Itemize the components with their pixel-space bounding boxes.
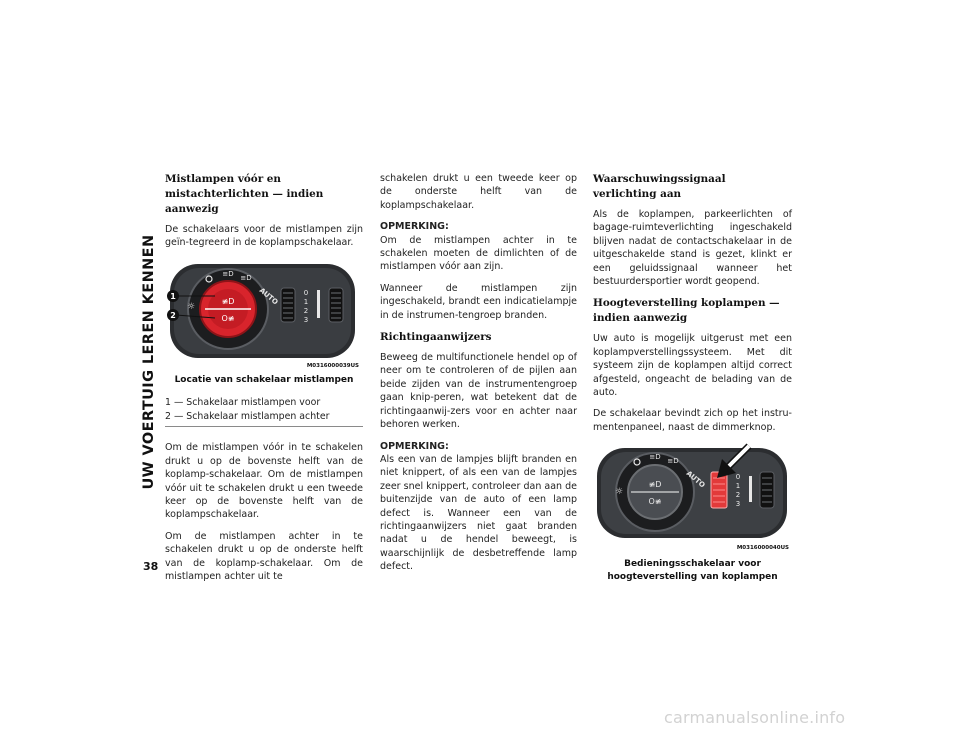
svg-text:2: 2 xyxy=(170,310,176,320)
headlamp-leveling-heading: Hoogteverstelling koplampen — indien aanwezig xyxy=(593,297,780,325)
note-turn-signals xyxy=(380,440,577,574)
rear-fog-instructions-cont: schakelen drukt u een tweede keer op de onderste helft van de koplampschakelaar. xyxy=(380,173,577,211)
fog-switch-figure xyxy=(165,258,362,370)
headlamp-leveling-text: Uw auto is mogelijk uitgerust met een koplampverstellingssysteem. Met dit systeem zijn de koplampen altijd correct afgesteld, ongeacht de belading van de auto. xyxy=(593,333,792,399)
legend-item-1: 1 — Schakelaar mistlampen voor xyxy=(165,397,321,409)
column-3 xyxy=(593,172,792,591)
leveling-switch-illustration xyxy=(593,442,792,554)
lights-on-warning-text: Als de koplampen, parkeerlichten of bagage-ruimteverlichting ingeschakeld blijven nadat de contactschakelaar in de uitgeschakelde stand is gezet, klinkt er een geluidssignaal wanneer het bestuurdersportier wordt geopend. xyxy=(593,209,792,288)
svg-text:≡D: ≡D xyxy=(667,457,679,466)
svg-text:1: 1 xyxy=(170,291,176,301)
note-label: OPMERKING: xyxy=(380,221,449,233)
figure-legend xyxy=(165,394,363,427)
leveling-switch-caption: Bedieningsschakelaar voor hoogteverstelling van koplampen xyxy=(607,559,778,582)
svg-text:2: 2 xyxy=(303,306,309,315)
column-1 xyxy=(165,172,363,591)
svg-text:0: 0 xyxy=(303,288,309,297)
svg-text:☼: ☼ xyxy=(614,487,624,498)
svg-text:AUTO: AUTO xyxy=(257,286,280,307)
note-label: OPMERKING: xyxy=(380,440,449,452)
note-rear-fog xyxy=(380,220,577,274)
svg-text:AUTO: AUTO xyxy=(684,469,707,490)
legend-item-2: 2 — Schakelaar mistlampen achter xyxy=(165,410,330,422)
svg-text:0: 0 xyxy=(735,473,741,482)
svg-text:≢D: ≢D xyxy=(221,296,235,306)
headlamp-leveling-location: De schakelaar bevindt zich op het instru-mentenpaneel, naast de dimmerknop. xyxy=(593,408,792,433)
svg-text:M0316000040US: M0316000040US xyxy=(736,545,789,552)
fog-lights-heading: Mistlampen vóór en mistachterlichten — indien aanwezig xyxy=(165,173,324,215)
svg-text:≡D: ≡D xyxy=(222,269,234,278)
note-text: Om de mistlampen achter in te schakelen moeten de dimlichten of de mistlampen vóór aan zijn. xyxy=(380,234,577,273)
svg-text:M0316000039US: M0316000039US xyxy=(306,362,359,369)
front-fog-instructions: Om de mistlampen vóór in te schakelen drukt u op de bovenste helft van de koplamp-schakelaar. Om de mistlampen vóór uit te schakelen drukt u een tweede keer op de bovenste helft van de koplampschakelaar. xyxy=(165,442,363,521)
page-number: 38 xyxy=(143,560,159,573)
section-tab-label: UW VOERTUIG LEREN KENNEN xyxy=(141,234,157,490)
svg-text:≡D: ≡D xyxy=(240,273,252,282)
note-text: Als een van de lampjes blijft branden en niet knippert, of als een van de lampjes zeer snel knippert, controleer dan aan de buitenzijde van de auto of een lamp defect is. Wanneer een van de richtingaanwijzers niet gaat branden nadat u de hendel beweegt, is waarschijnlijk de desbetreffende lamp defect. xyxy=(380,453,577,573)
svg-text:3: 3 xyxy=(735,500,741,509)
watermark: carmanualsonline.info xyxy=(664,708,846,727)
fog-switch-caption: Locatie van schakelaar mistlampen xyxy=(174,374,354,385)
lights-on-warning-heading: Waarschuwingssignaal verlichting aan xyxy=(593,173,726,200)
headlamp-switch-illustration xyxy=(165,258,362,370)
leveling-switch-figure xyxy=(593,442,790,554)
fog-lights-intro: De schakelaars voor de mistlampen zijn geïn-tegreerd in de koplampschakelaar. xyxy=(165,224,363,249)
svg-text:O≢: O≢ xyxy=(648,497,662,507)
svg-text:☼: ☼ xyxy=(186,301,196,312)
svg-text:O≢: O≢ xyxy=(221,313,235,323)
svg-text:1: 1 xyxy=(303,297,309,306)
svg-text:2: 2 xyxy=(735,491,741,500)
svg-text:3: 3 xyxy=(303,315,309,324)
column-2 xyxy=(380,172,577,582)
turn-signals-heading: Richtingaanwijzers xyxy=(380,331,492,344)
rear-fog-instructions: Om de mistlampen achter in te schakelen drukt u op de onderste helft van de koplamp-schakelaar. Om de mistlampen achter uit te xyxy=(165,530,363,582)
turn-signals-text: Beweeg de multifunctionele hendel op of neer om te controleren of de pijlen aan beide zijden van de instrumentengroep gaan knip-peren, wat betekent dat de richtingaanwij-zers voor en achter naar behoren werken. xyxy=(380,352,577,431)
fog-indicator-text: Wanneer de mistlampen zijn ingeschakeld, brandt een indicatielampje in de instrumen-tengroep branden. xyxy=(380,282,577,321)
svg-text:≢D: ≢D xyxy=(648,480,662,490)
svg-text:1: 1 xyxy=(735,482,741,491)
svg-text:≡D: ≡D xyxy=(649,453,661,462)
